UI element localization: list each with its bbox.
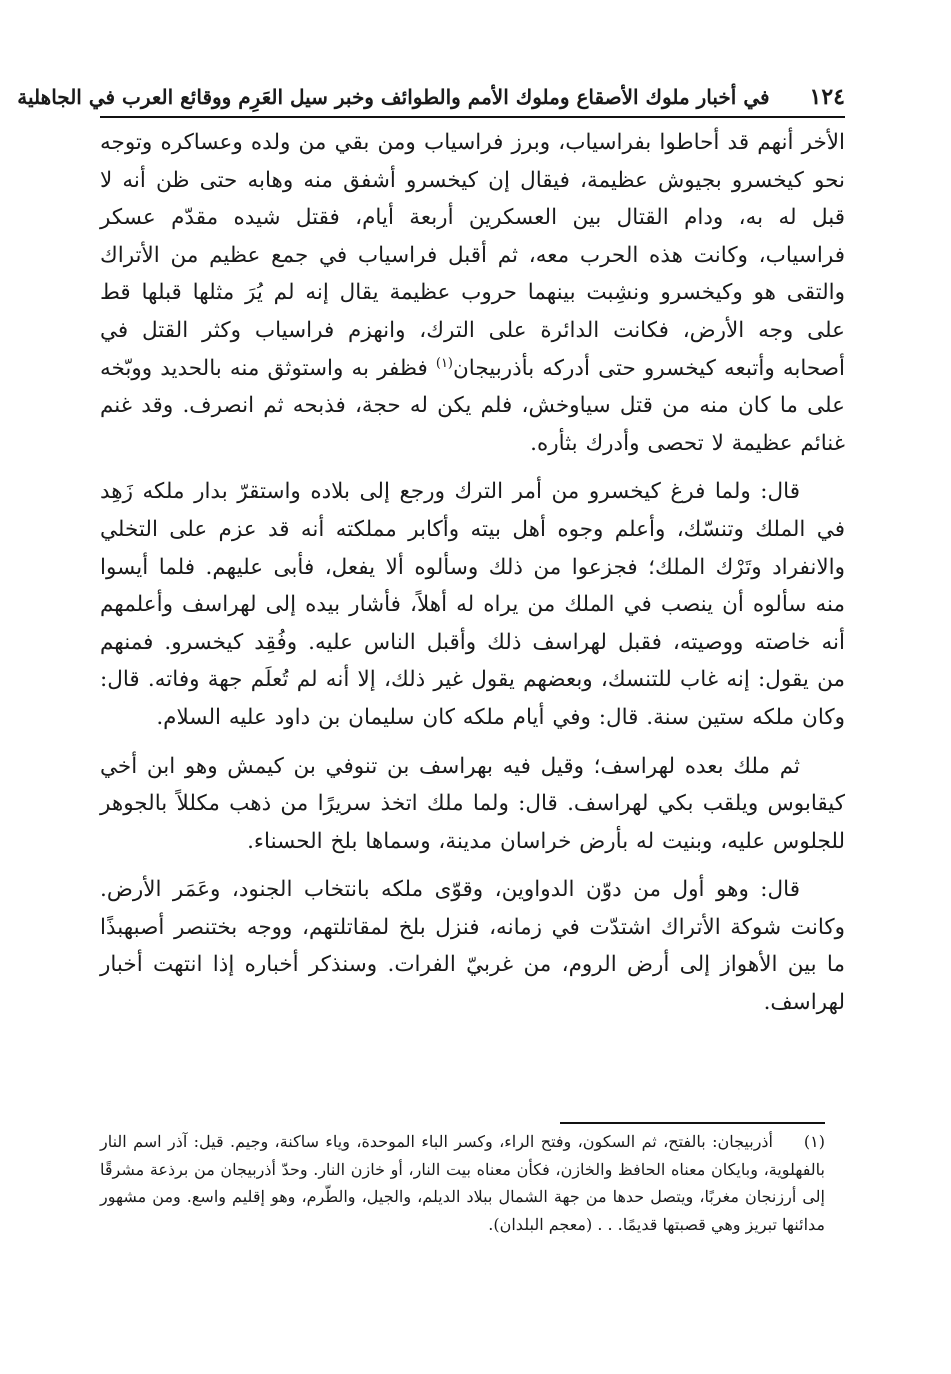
page-number: ١٢٤ bbox=[809, 84, 845, 110]
footnote-marker: (١) bbox=[803, 1132, 825, 1151]
paragraph-2: قال: ولما فرغ كيخسرو من أمر الترك ورجع إلى بلاده واستقرّ بدار ملكه زَهِد في الملك وتنسّك، وأعلم وجوه أهل بيته وأكابر مملكته أنه قد عزم على التخلي والانفراد وتَرْك الملك؛ فجزعوا من ذلك وسألوه ألا يفعل، فأبى عليهم. فلما أيسوا منه سألوه أن ينصب في الملك من يراه له أهلاً، فأشار بيده إلى لهراسف وأعلمهم أنه خاصته ووصيته، فقبل لهراسف ذلك وأقبل الناس عليه. وفُقِد كيخسرو. فمنهم من يقول: إنه غاب للتنسك، وبعضهم يقول غير ذلك، إلا أنه لم تُعلَم جهة وفاته. قال: وكان ملكه ستين سنة. قال: وفي أيام ملكه كان سليمان بن داود عليه السلام. bbox=[100, 479, 845, 730]
paragraph-1-text: الأخر أنهم قد أحاطوا بفراسياب، وبرز فراسياب ومن بقي من ولده وعساكره وتوجه نحو كيخسرو بجيوش عظيمة، فيقال إن كيخسرو أشفق منه وهابه حتى ظن أنه لا قبل له به، ودام القتال بين العسكرين أربعة أيام، فقتل شيده مقدّم عسكر فراسياب، وكانت هذه الحرب معه، ثم أقبل فراسياب في جمع عظيم من الأتراك والتقى هو وكيخسرو ونشِبت بينهما حروب عظيمة يقال إنه لم يُرَ مثلها قبلها قط على وجه الأرض، فكانت الدائرة على الترك، وانهزم فراسياب وكثر القتل في أصحابه وأتبعه كيخسرو حتى أدركه بأذربيجان bbox=[100, 130, 845, 381]
paragraph-3: ثم ملك بعده لهراسف؛ وقيل فيه بهراسف بن تنوفي بن كيمش وهو ابن أخي كيقابوس ويلقب بكي لهراسف. قال: ولما ملك اتخذ سريرًا من ذهب مكللاً بالجوهر للجلوس عليه، وبنيت له بأرض خراسان مدينة، وسماها بلخ الحسناء. bbox=[100, 753, 845, 854]
header-rule bbox=[100, 116, 845, 118]
running-header bbox=[17, 78, 845, 116]
paragraph-1-tail: فظفر به واستوثق منه بالحديد ووبّخه على ما كان منه من قتل سياوخش، فلم يكن له حجة، فذبحه ثم انصرف. وقد غنم غنائم عظيمة لا تحصى وأدرك بثأره. bbox=[100, 355, 845, 456]
running-title: في أخبار ملوك الأصقاع وملوك الأمم والطوائف وخبر سيل العَرِم ووقائع العرب في الجاهلية bbox=[17, 85, 770, 109]
main-text bbox=[100, 124, 845, 1022]
paragraph-1 bbox=[100, 124, 845, 462]
paragraph-4: قال: وهو أول من دوّن الدواوين، وقوّى ملكه بانتخاب الجنود، وعَمَر الأرض. وكانت شوكة الأتراك اشتدّت في زمانه، فنزل بلخ لمقاتلتهم، ووجه بختنصر أصبهبذًا ما بين الأهواز إلى أرض الروم، من غربيّ الفرات. وسنذكر أخباره إذا انتهت أخبار لهراسف. bbox=[100, 877, 845, 1016]
footnote bbox=[100, 1128, 825, 1238]
footnote-text: أذربيجان: بالفتح، ثم السكون، وفتح الراء، وكسر الباء الموحدة، وياء ساكنة، وجيم. قيل: آذر اسم النار بالفهلوية، وبايكان معناه الحافظ والخازن، فكأن معناه بيت النار، أو خازن النار. وحدّ أذربيجان من برذعة مشرقًا إلى أرزنجان مغربًا، ويتصل حدها من جهة الشمال ببلاد الديلم، والجيل، والطّرم، وهو إقليم واسع. ومن مشهور مدائنها تبريز وهي قصبتها قديمًا. . . (معجم البلدان). bbox=[100, 1132, 825, 1234]
footnote-reference: (١) bbox=[435, 355, 453, 371]
footnote-rule bbox=[560, 1122, 825, 1124]
